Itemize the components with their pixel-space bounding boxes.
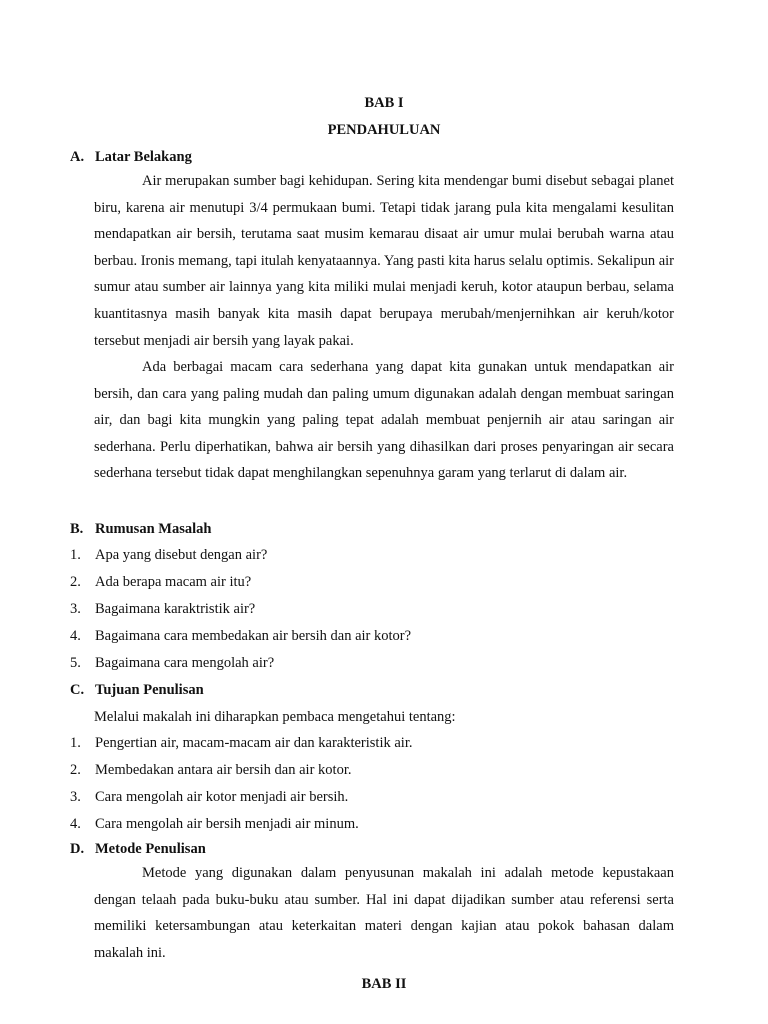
background-paragraph-2: Ada berbagai macam cara sederhana yang dapat kita gunakan untuk mendapatkan air bersih, dan cara yang paling mudah dan paling umum digunakan adalah dengan membuat saringan air, dan bagi kita mungkin yang paling tepat adalah membuat penjernih air atau saringan air sederhana. Perlu diperhatikan, bahwa air bersih yang dihasilkan dari proses penyaringan air secara sederhana tersebut tidak dapat menghilangkan sepenuhnya garam yang terlarut di dalam air. bbox=[94, 359, 674, 482]
section-a-heading bbox=[70, 148, 192, 166]
list-item bbox=[70, 600, 255, 618]
section-title: Tujuan Penulisan bbox=[95, 682, 204, 698]
section-letter: A. bbox=[70, 149, 85, 165]
section-letter: C. bbox=[70, 682, 85, 698]
list-text: Bagaimana cara mengolah air? bbox=[95, 655, 275, 671]
list-text: Cara mengolah air kotor menjadi air bersih. bbox=[95, 789, 349, 805]
chapter-title: PENDAHULUAN bbox=[327, 122, 441, 138]
list-number: 2. bbox=[70, 762, 81, 778]
list-number: 3. bbox=[70, 601, 81, 617]
section-b-heading bbox=[70, 520, 211, 538]
list-item bbox=[70, 815, 359, 833]
background-paragraph-1: Air merupakan sumber bagi kehidupan. Sering kita mendengar bumi disebut sebagai planet biru, karena air menutupi 3/4 permukaan bumi. Tetapi tidak jarang pula kita mengalami kesulitan mendapatkan air bersih, terutama saat musim kemarau disaat air umur mulai berubah warna atau berbau. Ironis memang, tapi itulah kenyataannya. Yang pasti kita harus selalu optimis. Sekalipun air sumur atau sumber air lainnya yang kita miliki mulai menjadi keruh, kotor ataupun berbau, selama kuantitasnya masih banyak kita masih dapat berupaya merubah/menjernihkan air keruh/kotor tersebut menjadi air bersih yang layak pakai. bbox=[94, 173, 674, 349]
next-chapter-number: BAB II bbox=[361, 976, 407, 992]
list-item bbox=[70, 761, 351, 779]
list-item bbox=[70, 546, 267, 564]
list-text: Ada berapa macam air itu? bbox=[95, 574, 252, 590]
list-number: 1. bbox=[70, 735, 81, 751]
list-text: Apa yang disebut dengan air? bbox=[95, 547, 268, 563]
list-number: 1. bbox=[70, 547, 81, 563]
section-title: Latar Belakang bbox=[95, 149, 192, 165]
list-text: Pengertian air, macam-macam air dan karakteristik air. bbox=[95, 735, 413, 751]
list-item bbox=[70, 627, 411, 645]
section-letter: B. bbox=[70, 521, 84, 537]
list-item bbox=[70, 734, 412, 752]
list-text: Bagaimana cara membedakan air bersih dan air kotor? bbox=[95, 628, 412, 644]
section-letter: D. bbox=[70, 841, 85, 857]
section-c-heading bbox=[70, 681, 204, 699]
list-number: 5. bbox=[70, 655, 81, 671]
list-text: Bagaimana karaktristik air? bbox=[95, 601, 256, 617]
list-text: Membedakan antara air bersih dan air kotor. bbox=[95, 762, 352, 778]
list-number: 4. bbox=[70, 816, 81, 832]
section-d-heading bbox=[70, 840, 206, 858]
list-number: 4. bbox=[70, 628, 81, 644]
purpose-intro: Melalui makalah ini diharapkan pembaca mengetahui tentang: bbox=[94, 709, 456, 725]
section-title: Metode Penulisan bbox=[95, 841, 206, 857]
method-paragraph: Metode yang digunakan dalam penyusunan makalah ini adalah metode kepustakaan dengan telaah pada buku-buku atau sumber. Hal ini dapat dijadikan sumber atau referensi serta memiliki ketersambungan atau keterkaitan materi dengan kajian atau pokok bahasan dalam makalah ini. bbox=[94, 865, 674, 961]
list-number: 2. bbox=[70, 574, 81, 590]
section-title: Rumusan Masalah bbox=[95, 521, 212, 537]
list-item bbox=[70, 654, 274, 672]
list-item bbox=[70, 788, 348, 806]
list-item bbox=[70, 573, 251, 591]
chapter-number: BAB I bbox=[364, 95, 404, 111]
list-number: 3. bbox=[70, 789, 81, 805]
list-text: Cara mengolah air bersih menjadi air minum. bbox=[95, 816, 359, 832]
